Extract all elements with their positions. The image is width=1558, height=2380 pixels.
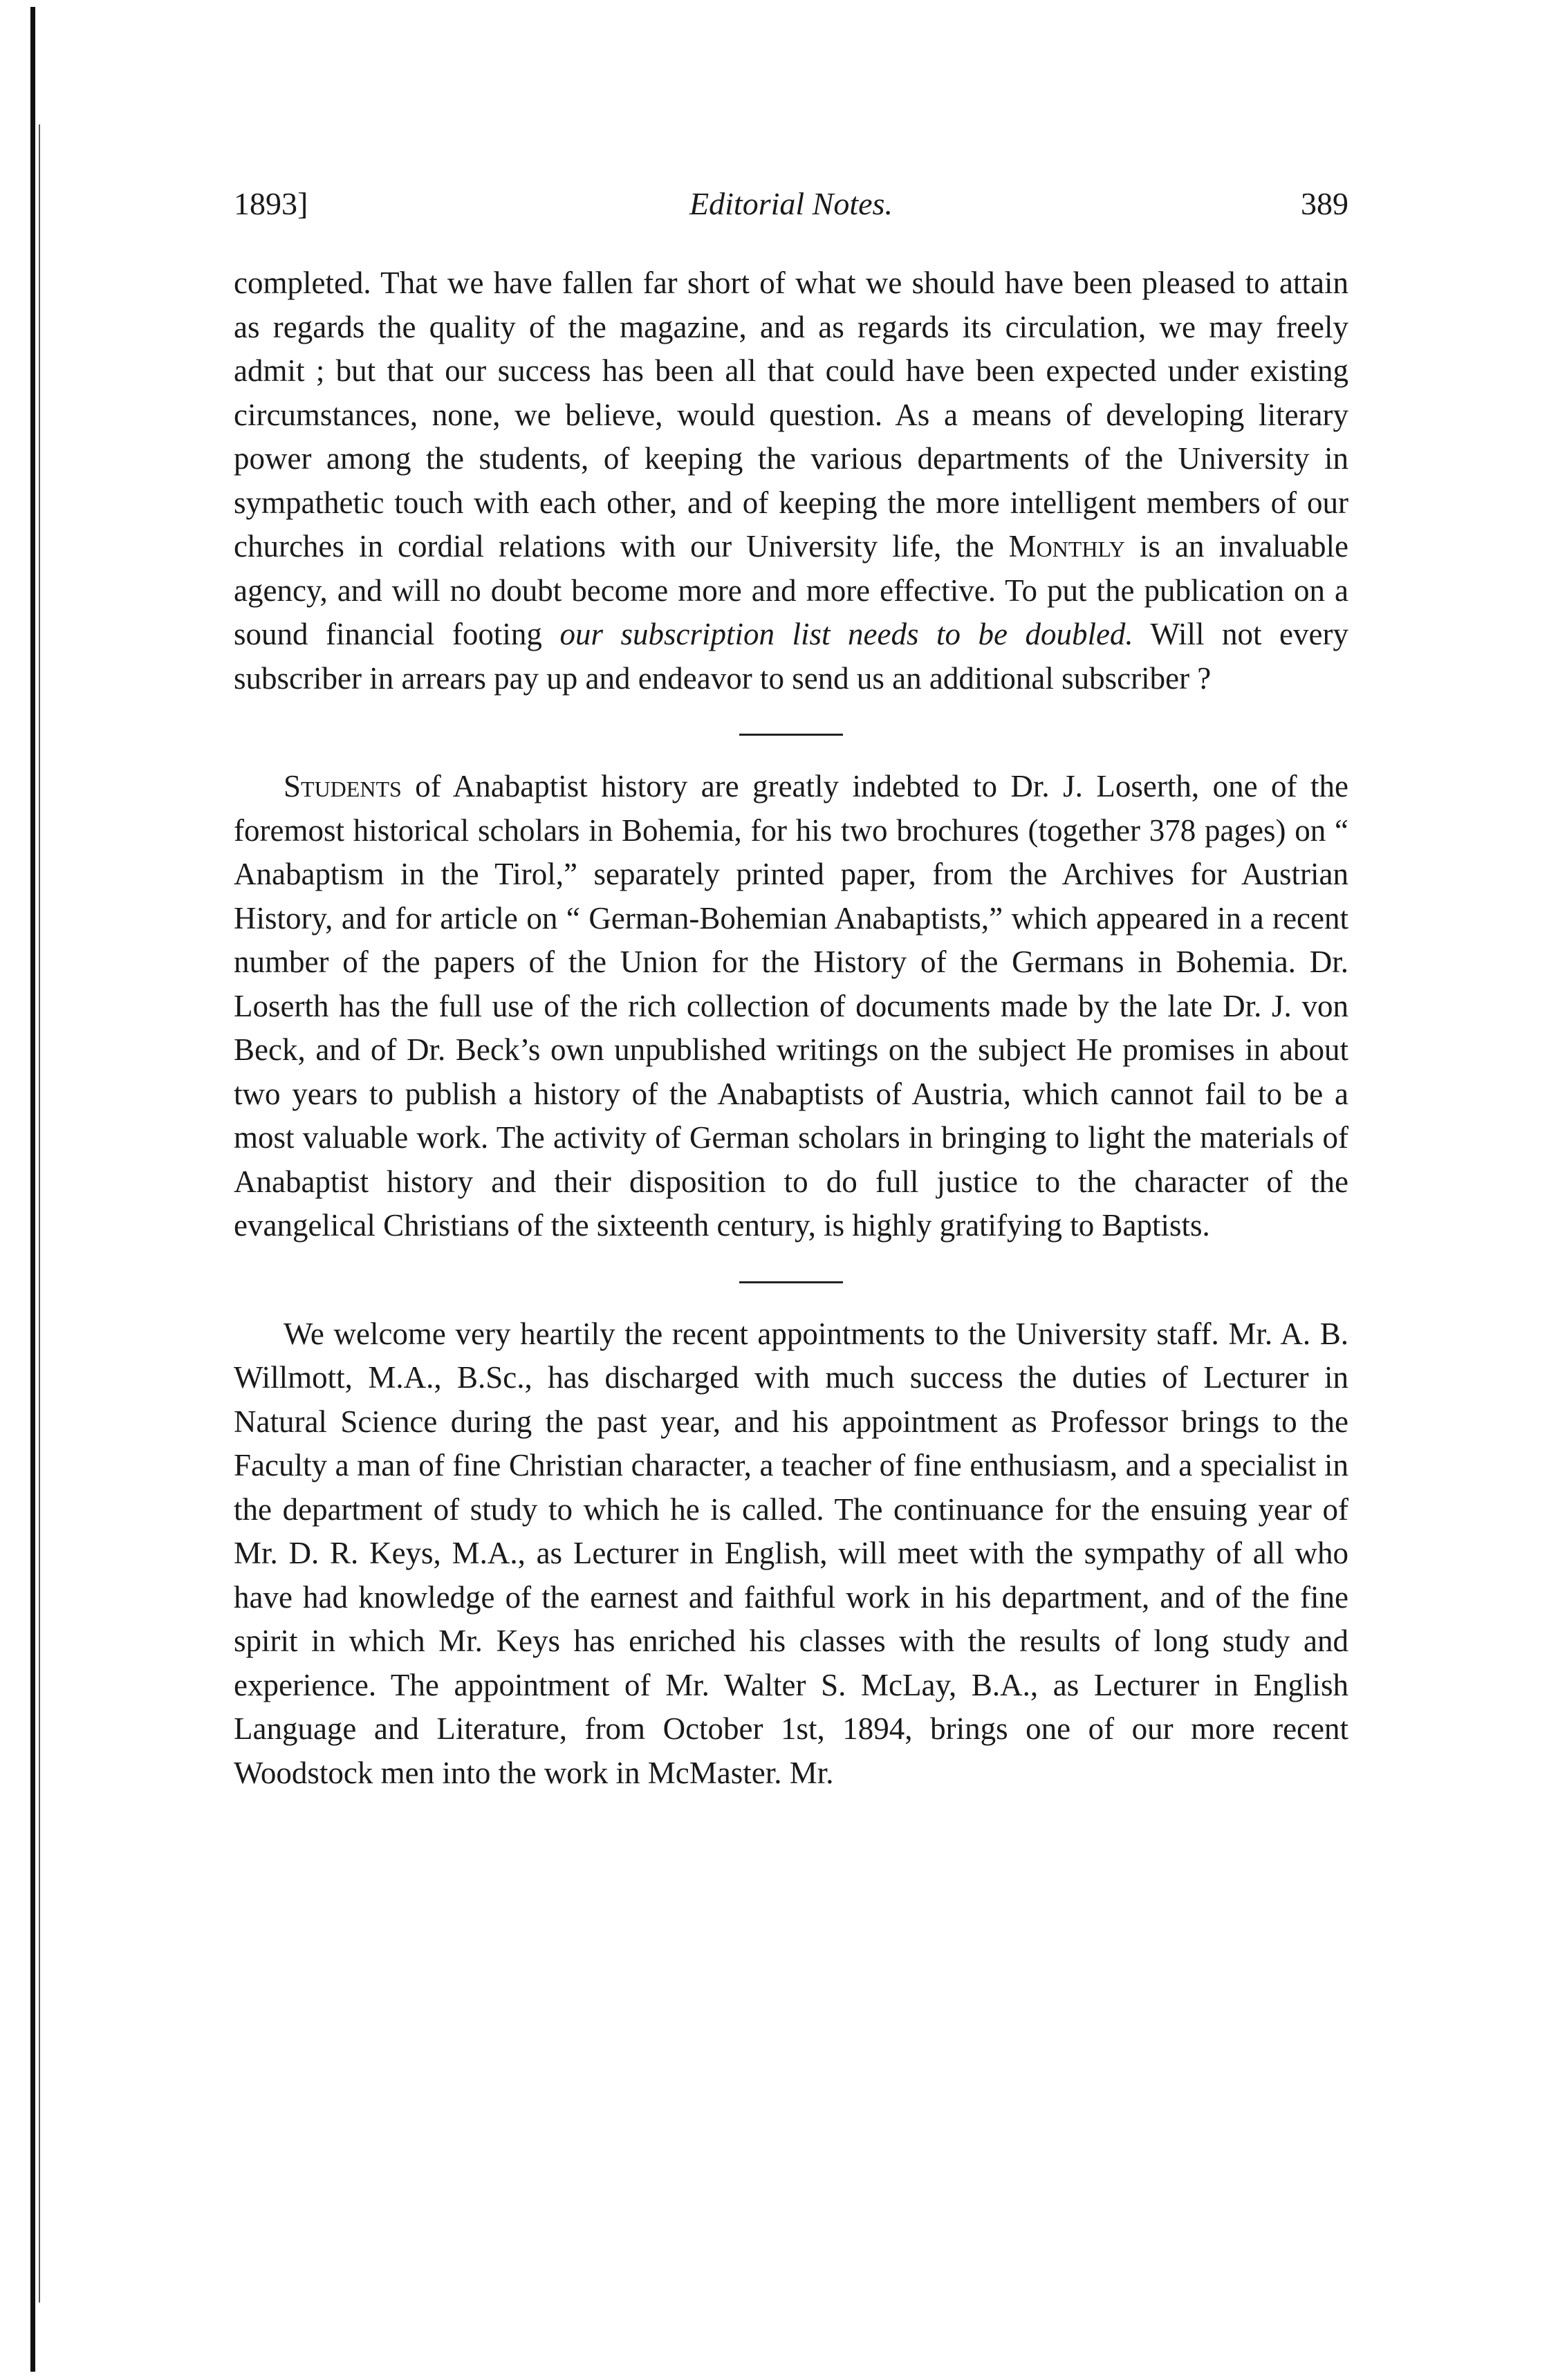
paragraph-3-text: We welcome very heartily the recent appointments to the University staff. Mr. A. B. Willmott, M.A., B.Sc., has discharged with much success the duties of Lecturer in Natural Science during the past year, and his appointment as Professor brings to the Faculty a man of fine Christian character, a teacher of fine enthusiasm, and a specialist in the department of study to which he is called. The continuance for the ensuing year of Mr. D. R. Keys, M.A., as Lecturer in English, will meet with the sympathy of all who have had knowledge of the earnest and faithful work in his department, and of the fine spirit in which Mr. Keys has enriched his classes with the results of long study and experience. The appointment of Mr. Walter S. McLay, B.A., as Lecturer in English Language and Literature, from October 1st, 1894, brings one of our more recent Woodstock men into the work in McMaster. Mr. xyxy=(234,1316,1348,1790)
paragraph-2-lead-word: Students xyxy=(284,769,402,803)
scan-binding-edge xyxy=(30,7,35,2372)
paragraph-magazine-circulation xyxy=(234,261,1348,700)
paragraph-anabaptist-history xyxy=(234,765,1348,1248)
running-head xyxy=(234,185,1348,234)
section-divider xyxy=(739,734,843,736)
subscription-emphasis: our subscription list needs to be doubled. xyxy=(559,617,1133,651)
paragraph-2-text: of Anabaptist history are greatly indebted to Dr. J. Loserth, one of the foremost historical scholars in Bohemia, for his two brochures (together 378 pages) on “ Anabaptism in the Tirol,” separately printed paper, from the Archives for Austrian History, and for article on “ German-Bohemian Anabaptists,” which appeared in a recent number of the papers of the Union for the History of the Germans in Bohemia. Dr. Loserth has the full use of the rich collection of documents made by the late Dr. J. von Beck, and of Dr. Beck’s own unpublished writings on the subject He promises in about two years to publish a history of the Anabaptists of Austria, which cannot fail to be a most valuable work. The activity of German scholars in bringing to light the materials of Anabaptist history and their disposition to do full justice to the character of the evangelical Christians of the sixteenth century, is highly gratifying to Baptists. xyxy=(234,769,1348,1243)
page-number: 389 xyxy=(1301,186,1348,221)
paragraph-university-appointments xyxy=(234,1312,1348,1796)
running-head-title: Editorial Notes. xyxy=(689,186,893,221)
editorial-body xyxy=(234,261,1348,1795)
section-divider xyxy=(739,1281,843,1283)
scan-shadow-line xyxy=(39,124,40,2303)
paragraph-1-text-a: completed. That we have fallen far short of what we should have been pleased to attain as regards the quality of the magazine, and as regards its circulation, we may freely admit ; but that our success has been all that could have been expected under existing circumstances, none, we believe, would question. As a means of developing literary power among the students, of keeping the various departments of the University in sympathetic touch with each other, and of keeping the more intelligent members of our churches in cordial relations with our University life, the xyxy=(234,266,1348,564)
monthly-name: Monthly xyxy=(1008,529,1125,564)
running-head-year: 1893] xyxy=(234,186,308,221)
paragraph-1-text-b: is an invaluable agency, and will no doubt become more and more effective. To put the publication on a sound financial footing xyxy=(234,529,1348,651)
paragraph-1-text-c: Will not every subscriber in arrears pay up and endeavor to send us an additional subscriber ? xyxy=(234,617,1348,696)
